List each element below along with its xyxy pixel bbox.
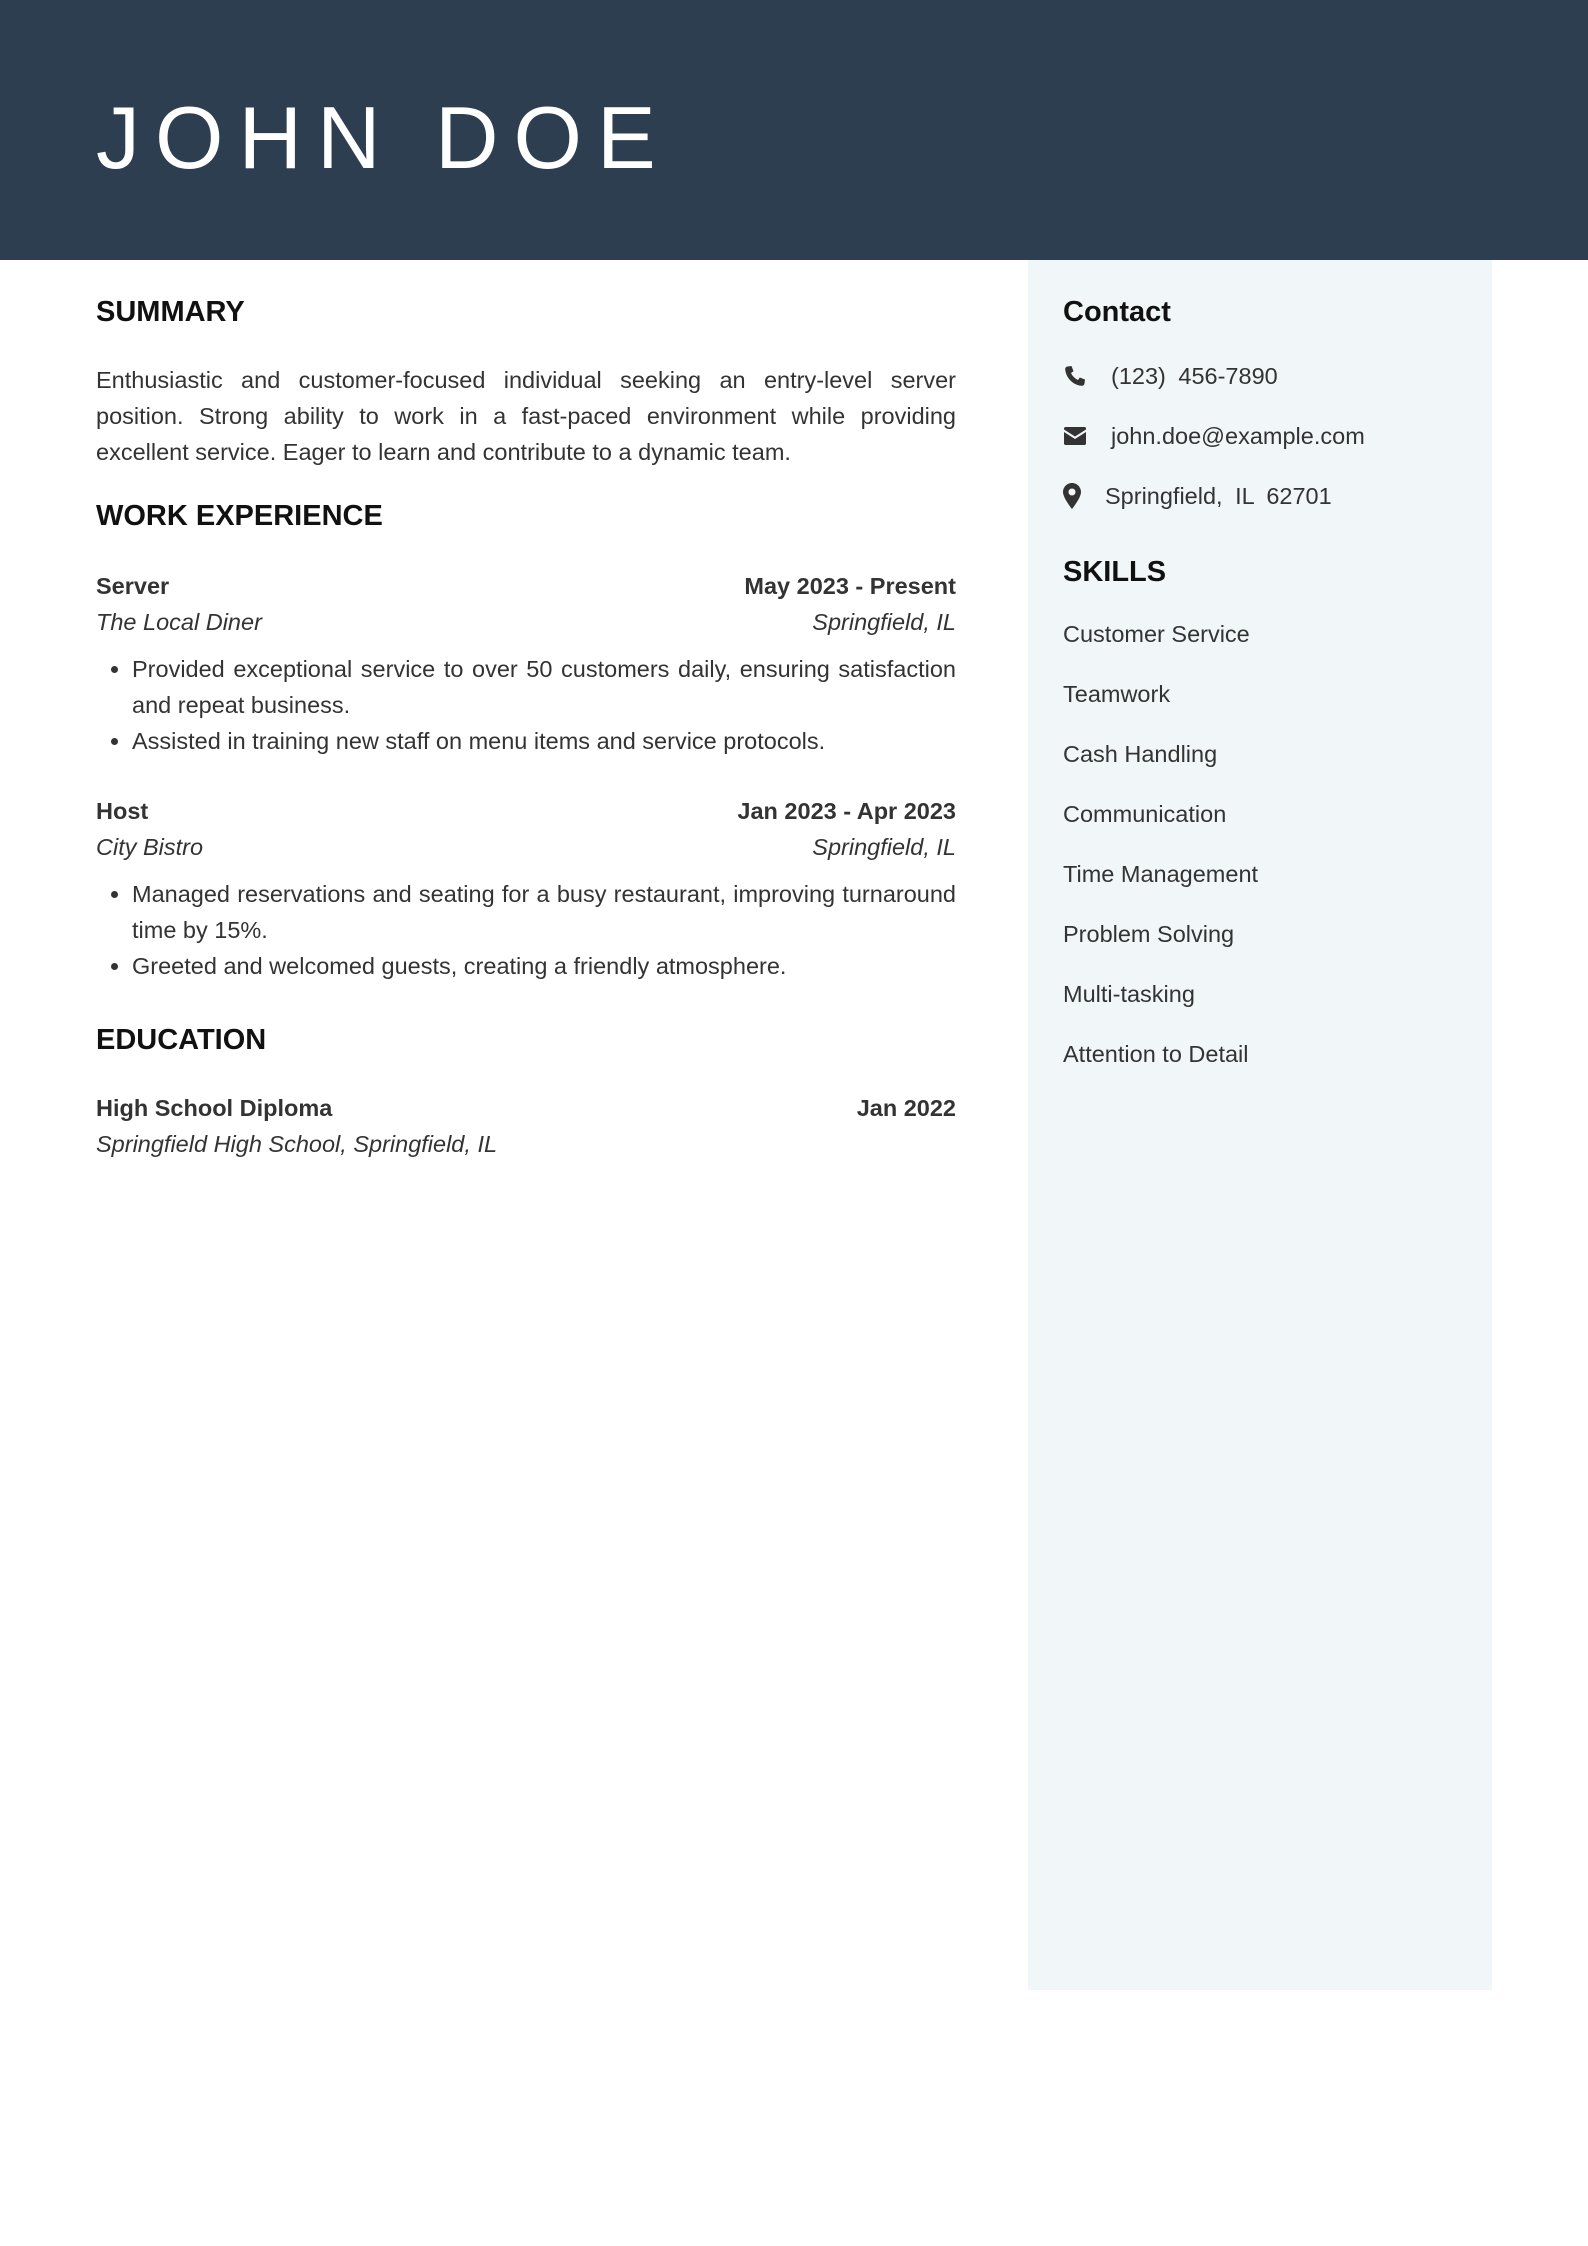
job-role: Server: [96, 573, 170, 599]
contact-email: [1063, 418, 1463, 454]
skill-item: Attention to Detail: [1063, 1041, 1249, 1067]
job-bullet: • Greeted and welcomed guests, creating a friendly atmosphere.: [132, 948, 956, 984]
job-bullet: • Provided exceptional service to over 50 customers daily, ensuring satisfaction and repeat business.: [132, 651, 956, 723]
skill-item: Problem Solving: [1063, 921, 1235, 947]
education-school: Springfield High School, Springfield, IL: [96, 1131, 498, 1157]
job-entry: [96, 568, 956, 759]
job-dates: Jan 2023 - Apr 2023: [737, 798, 956, 824]
job-company: City Bistro: [96, 834, 204, 860]
education-heading: EDUCATION: [96, 1024, 267, 1056]
envelope-icon: [1063, 427, 1111, 445]
job-bullets: [96, 651, 956, 759]
job-bullet: • Managed reservations and seating for a busy restaurant, improving turnaround time by 15%.: [132, 876, 956, 948]
contact-list: [1063, 358, 1463, 514]
candidate-name: JOHN DOE: [96, 88, 671, 187]
job-entry: [96, 793, 956, 984]
main-column: [96, 260, 956, 1162]
phone-icon: [1063, 364, 1111, 388]
skill-item: Multi-tasking: [1063, 981, 1195, 1007]
summary-text: Enthusiastic and customer-focused individual seeking an entry-level server position. Strong ability to work in a fast-paced environment while providing excellent service. Eager to learn and contribute to a dynamic team.: [96, 367, 956, 465]
job-location: Springfield, IL: [812, 609, 956, 635]
contact-phone: [1063, 358, 1463, 394]
skill-item: Teamwork: [1063, 681, 1171, 707]
job-role: Host: [96, 798, 149, 824]
job-bullet: • Assisted in training new staff on menu items and service protocols.: [132, 723, 956, 759]
map-marker-icon: [1063, 483, 1105, 509]
contact-location-text: Springfield, IL 62701: [1105, 482, 1332, 509]
job-location: Springfield, IL: [812, 834, 956, 860]
work-experience-heading: WORK EXPERIENCE: [96, 500, 383, 532]
skill-item: Cash Handling: [1063, 741, 1218, 767]
contact-location: [1063, 478, 1463, 514]
job-bullets: [96, 876, 956, 984]
summary-heading: SUMMARY: [96, 296, 245, 328]
skills-list: [1063, 616, 1463, 1072]
skill-item: Time Management: [1063, 861, 1259, 887]
contact-email-text: john.doe@example.com: [1111, 422, 1365, 449]
education-degree: High School Diploma: [96, 1095, 333, 1121]
sidebar: [1028, 260, 1492, 1990]
header-banner: [0, 0, 1588, 260]
contact-phone-text: (123) 456-7890: [1111, 362, 1278, 389]
skill-item: Customer Service: [1063, 621, 1250, 647]
skill-item: Communication: [1063, 801, 1227, 827]
education-date: Jan 2022: [856, 1095, 956, 1121]
contact-heading: Contact: [1063, 296, 1171, 328]
job-dates: May 2023 - Present: [744, 573, 956, 599]
job-company: The Local Diner: [96, 609, 262, 635]
skills-heading: SKILLS: [1063, 556, 1167, 588]
education-entry: [96, 1090, 956, 1162]
